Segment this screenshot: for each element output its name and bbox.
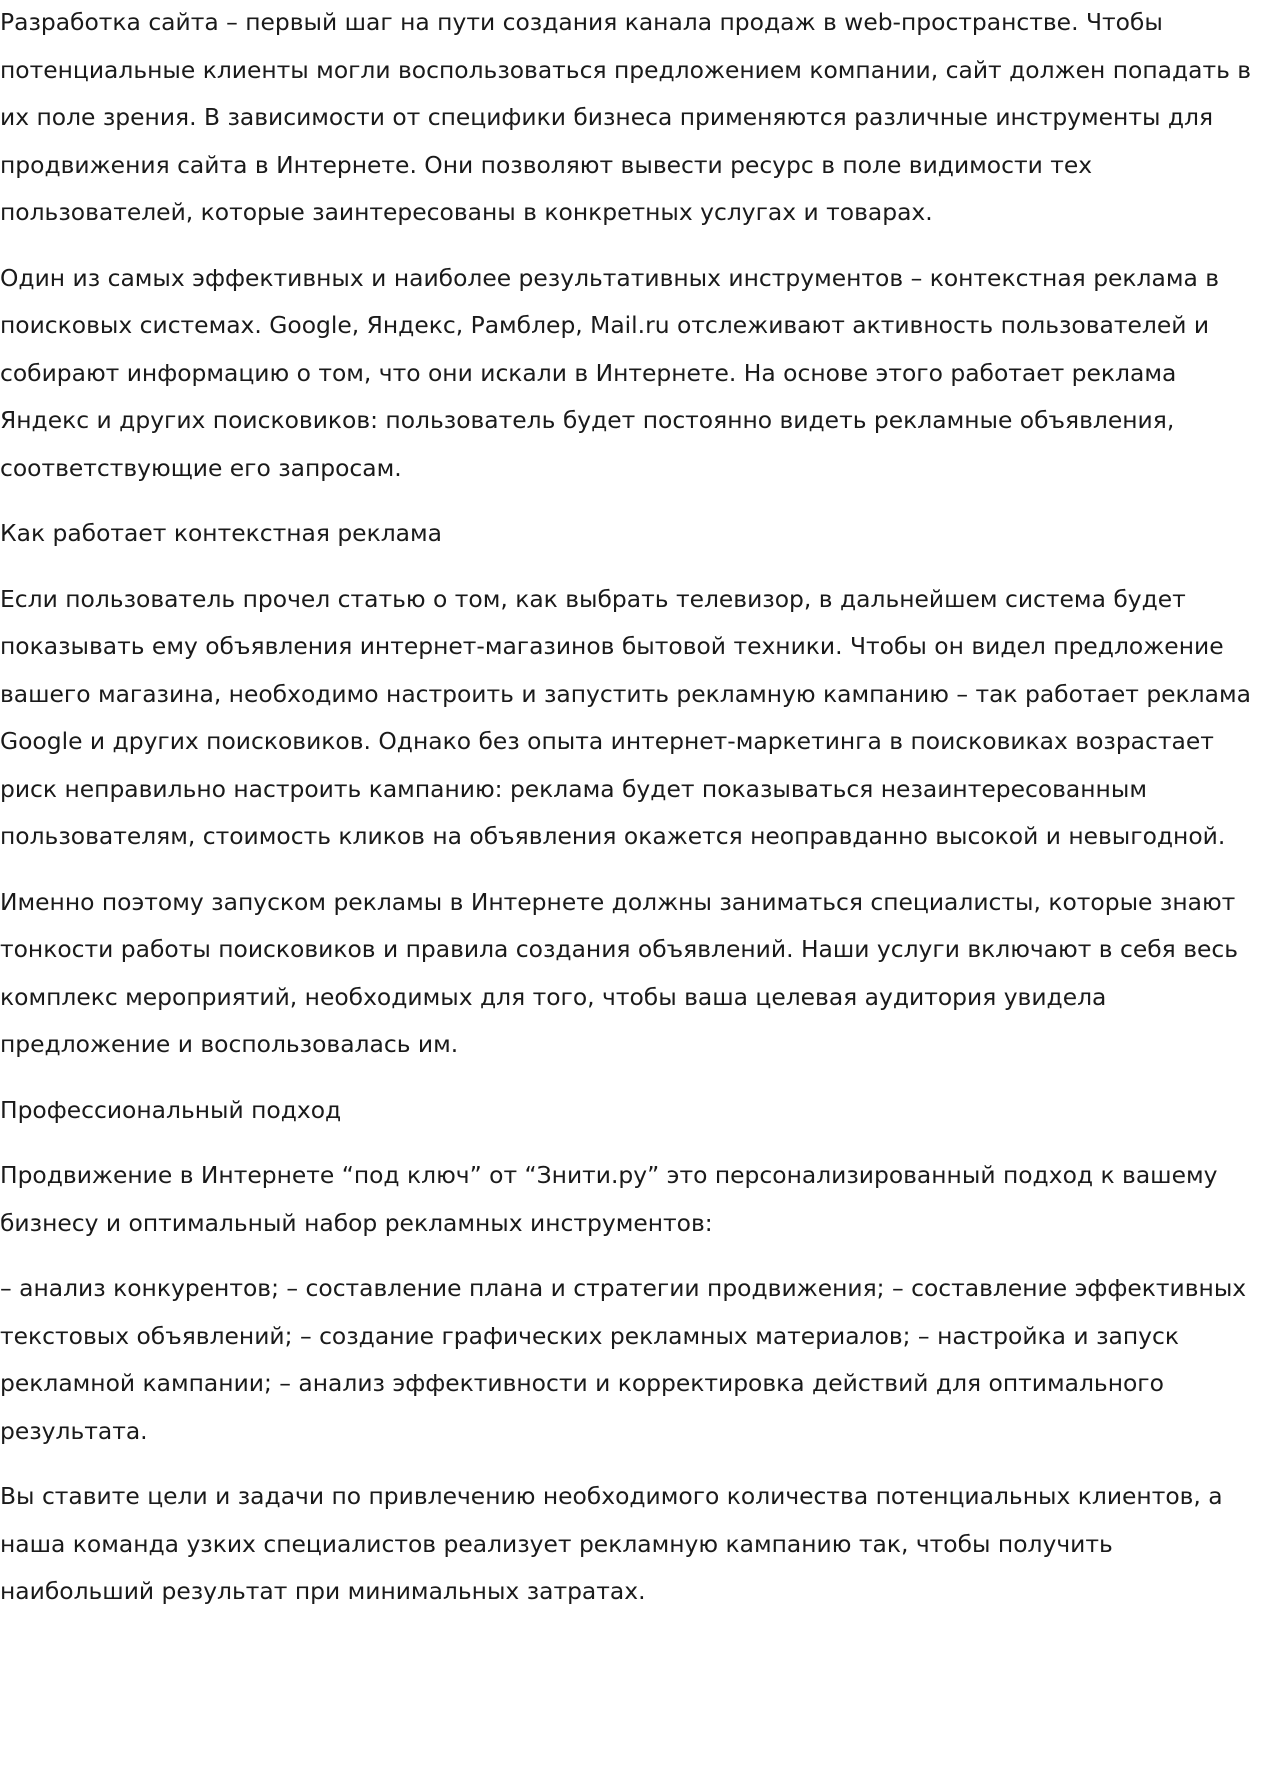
paragraph-turnkey: Продвижение в Интернете “под ключ” от “Знити.ру” это персонализированный подход к вашему бизнесу и оптимальный набор рекламных инструментов:: [0, 1161, 1218, 1237]
paragraph-services-list: – анализ конкурентов; – составление плана и стратегии продвижения; – составление эффективных текстовых объявлений; – создание графических рекламных материалов; – настройка и запуск рекламной кампании; – анализ эффективности и корректировка действий для оптимального результата.: [0, 1274, 1247, 1445]
paragraph-conclusion: Вы ставите цели и задачи по привлечению необходимого количества потенциальных клиентов, а наша команда узких специалистов реализует рекламную кампанию так, чтобы получить наибольший результат при минимальных затратах.: [0, 1482, 1223, 1605]
paragraph-context-ads: Один из самых эффективных и наиболее результативных инструментов – контекстная реклама в поисковых системах. Google, Яндекс, Рамблер, Mail.ru отслеживают активность пользователей и собирают информацию о том, что они искали в Интернете. На основе этого работает реклама Яндекс и других поисковиков: пользователь будет постоянно видеть рекламные объявления, соответствующие его запросам.: [0, 263, 1220, 482]
paragraph-intro: Разработка сайта – первый шаг на пути создания канала продаж в web-пространстве. Чтобы потенциальные клиенты могли воспользоваться предложением компании, сайт должен попадать в их поле зрения. В зависимости от специфики бизнеса применяются различные инструменты для продвижения сайта в Интернете. Они позволяют вывести ресурс в поле видимости тех пользователей, которые заинтересованы в конкретных услугах и товарах.: [0, 8, 1252, 226]
paragraph-how-it-works: Если пользователь прочел статью о том, как выбрать телевизор, в дальнейшем система будет показывать ему объявления интернет-магазинов бытовой техники. Чтобы он видел предложение вашего магазина, необходимо настроить и запустить рекламную кампанию – так работает реклама Google и других поисковиков. Однако без опыта интернет-маркетинга в поисковиках возрастает риск неправильно настроить кампанию: реклама будет показываться незаинтересованным пользователям, стоимость кликов на объявления окажется неоправданно высокой и невыгодной.: [0, 584, 1251, 850]
section-heading-how-it-works: Как работает контекстная реклама: [0, 519, 442, 547]
paragraph-specialists: Именно поэтому запуском рекламы в Интернете должны заниматься специалисты, которые знают тонкости работы поисковиков и правила создания объявлений. Наши услуги включают в себя весь комплекс мероприятий, необходимых для того, чтобы ваша целевая аудитория увидела предложение и воспользовалась им.: [0, 887, 1239, 1058]
section-heading-professional-approach: Профессиональный подход: [0, 1095, 342, 1124]
